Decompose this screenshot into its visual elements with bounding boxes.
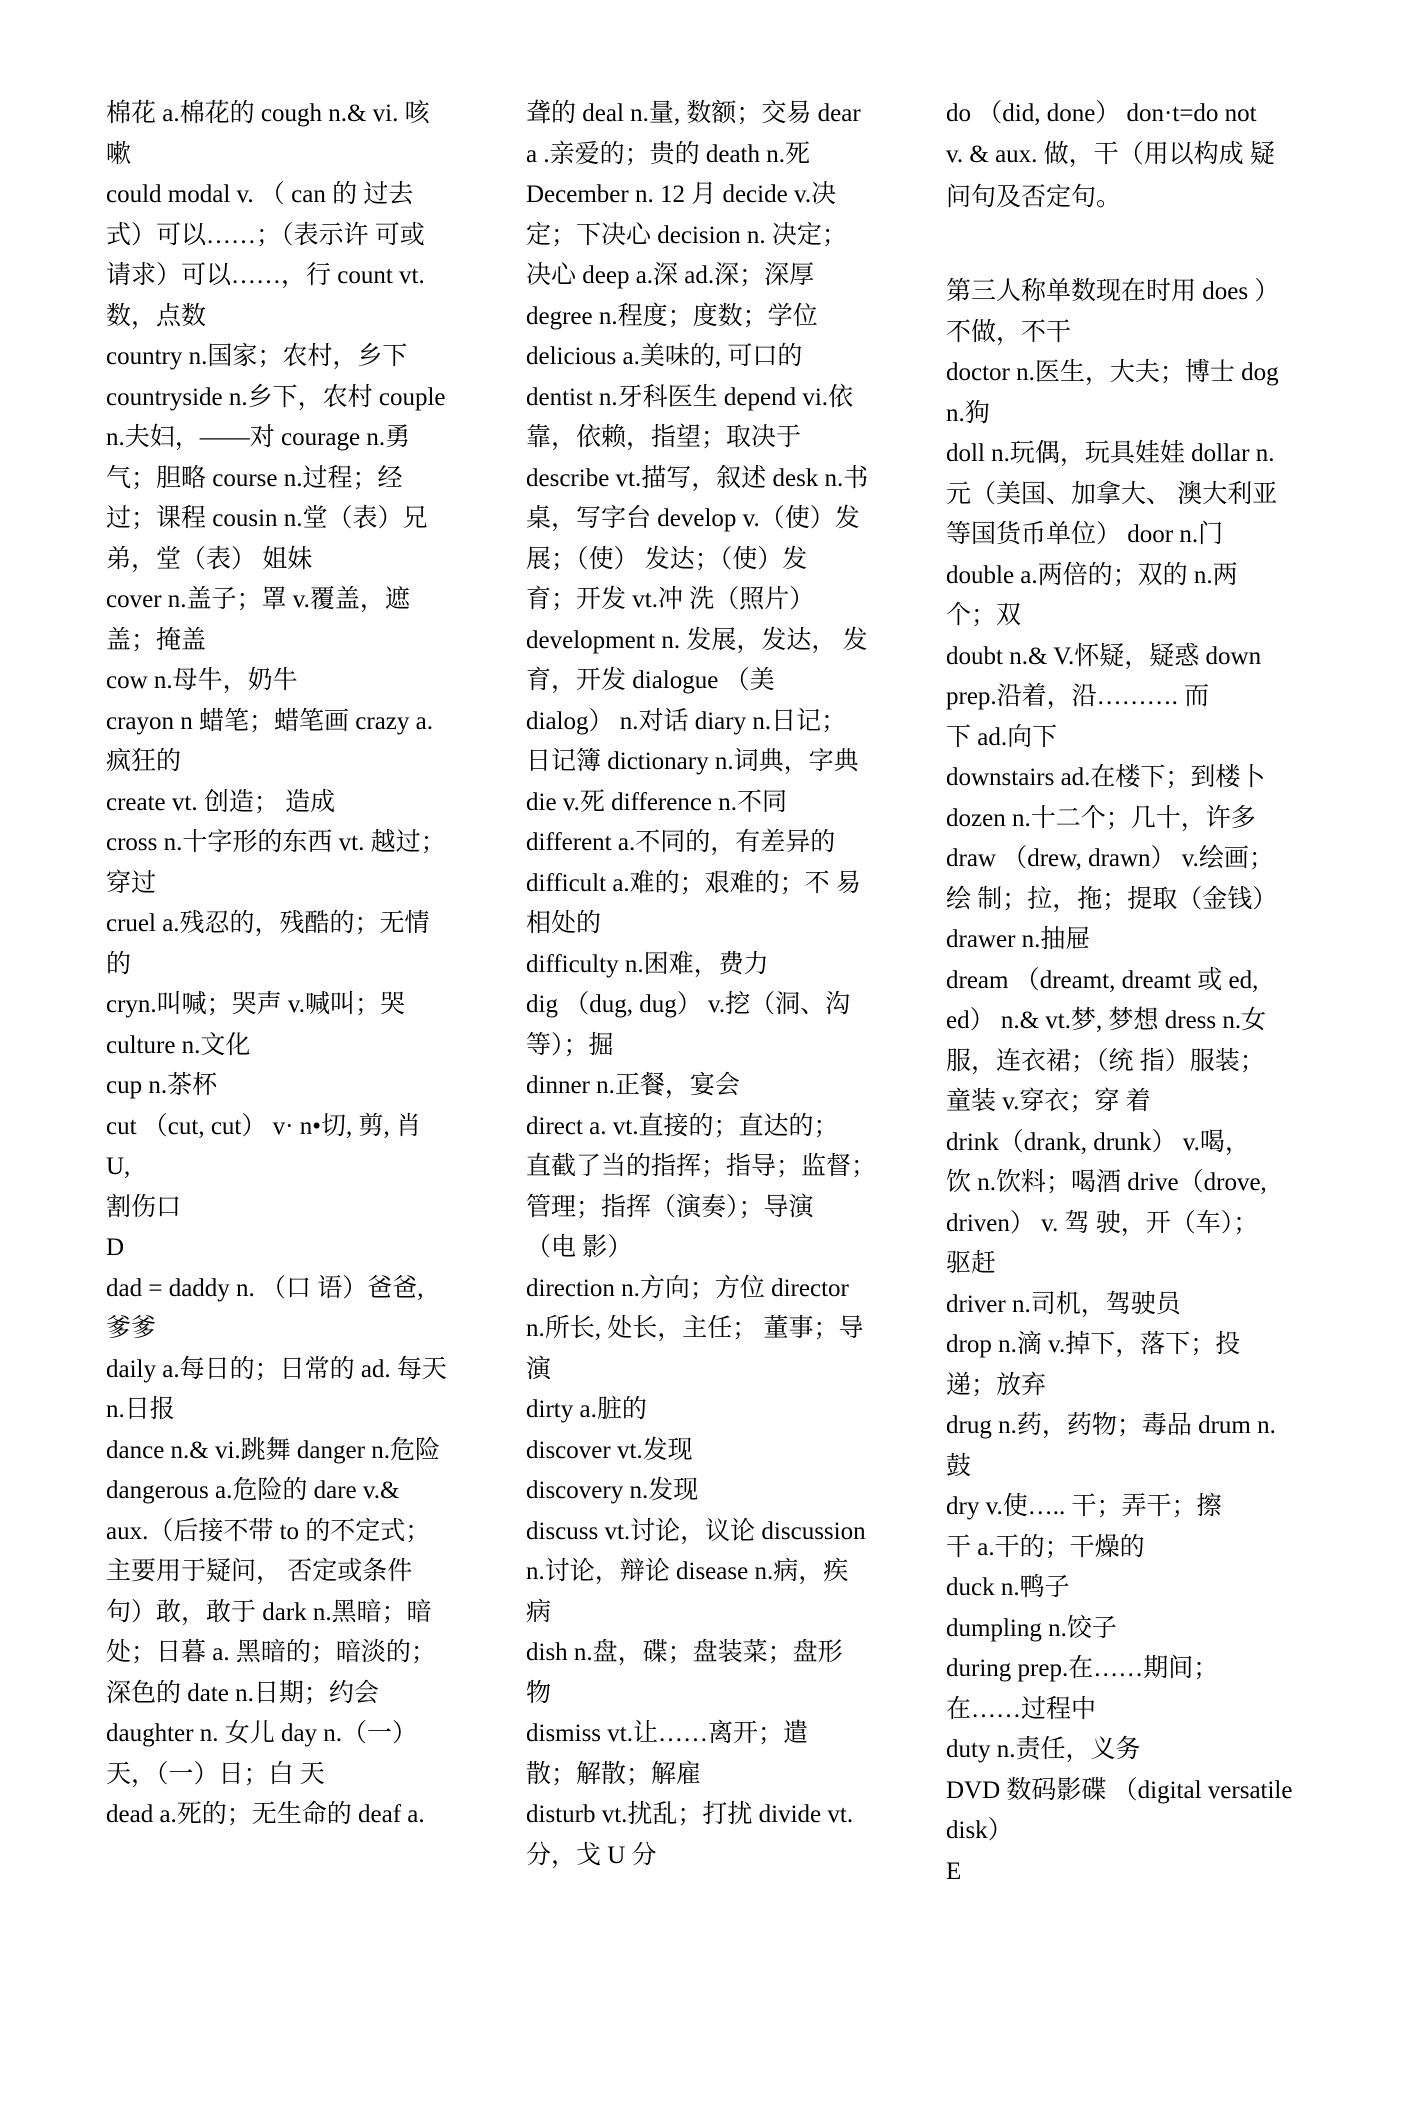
- text-line: cup n.茶杯: [106, 1072, 218, 1099]
- text-line: 主要用于疑问， 否定或条件: [106, 1558, 413, 1585]
- text-line: doll n.玩偶，玩具娃娃 dollar n.: [946, 440, 1275, 467]
- text-line: 靠，依赖，指望；取决于: [526, 424, 802, 451]
- text-line: 绘 制；拉，拖；提取（金钱）: [946, 885, 1278, 913]
- text-line: v. & aux. 做，干（用以构成 疑: [946, 140, 1275, 168]
- text-line: 育，开发 dialogue （美: [526, 667, 775, 694]
- text-line: crayon n 蜡笔；蜡笔画 crazy a.: [106, 707, 433, 735]
- text-line: delicious a.美味的, 可口的: [526, 343, 803, 370]
- text-line: drop n.滴 v.掉下，落下；投: [946, 1331, 1241, 1358]
- text-line: n.所长, 处长，主任； 董事；导: [526, 1315, 864, 1342]
- text-line: die v.死 difference n.不同: [526, 788, 788, 816]
- text-line: n.夫妇，——对 courage n.勇: [106, 424, 411, 451]
- text-line: 等国货币单位） door n.门: [946, 521, 1224, 548]
- text-line: dangerous a.危险的 dare v.&: [106, 1477, 400, 1504]
- text-line: dream （dreamt, dreamt 或 ed,: [946, 966, 1259, 994]
- text-line: dry v.使….. 干；弄干；擦: [946, 1493, 1222, 1520]
- text-line: ed） n.& vt.梦, 梦想 dress n.女: [946, 1007, 1267, 1034]
- text-line: （电 影）: [526, 1234, 633, 1261]
- text-line: 物: [526, 1679, 552, 1707]
- text-line: 演: [526, 1355, 552, 1383]
- text-line: daughter n. 女儿 day n.（一）: [106, 1720, 418, 1747]
- text-line: dumpling n.饺子: [946, 1614, 1117, 1642]
- text-line: 个；双: [946, 602, 1022, 629]
- text-line: dead a.死的；无生命的 deaf a.: [106, 1801, 425, 1828]
- text-line: degree n.程度；度数；学位: [526, 302, 818, 330]
- text-line: U,: [106, 1153, 131, 1180]
- text-line: culture n.文化: [106, 1031, 251, 1059]
- text-line: double a.两倍的；双的 n.两: [946, 561, 1238, 589]
- text-line: duck n.鸭子: [946, 1574, 1070, 1601]
- text-line: 等）；掘: [526, 1031, 614, 1059]
- blank-line: [946, 218, 1324, 272]
- text-line: draw （drew, drawn） v.绘画；: [946, 845, 1274, 872]
- text-line: 展；（使） 发达；（使）发: [526, 545, 808, 573]
- text-line: could modal v. （ can 的 过去: [106, 181, 414, 208]
- text-line: December n. 12 月 decide v.决: [526, 181, 837, 208]
- text-line: n.讨论，辩论 disease n.病，疾: [526, 1558, 849, 1585]
- column-right: [946, 94, 1324, 1892]
- text-line: 天，（一）日；白 天: [106, 1760, 325, 1788]
- text-line: 过；课程 cousin n.堂（表）兄: [106, 505, 428, 532]
- text-line: describe vt.描写，叙述 desk n.书: [526, 464, 869, 492]
- text-line: DVD 数码影碟 （digital versatile: [946, 1776, 1293, 1804]
- text-line: 在……过程中: [946, 1695, 1097, 1723]
- text-line: 直截了当的指挥；指导；监督；: [526, 1153, 877, 1180]
- text-line: different a.不同的，有差异的: [526, 829, 836, 856]
- section-letter-e: E: [946, 1857, 962, 1885]
- column-left: [106, 94, 486, 1836]
- text-line: cover n.盖子；罩 v.覆盖，遮: [106, 586, 410, 613]
- text-line: 割伤口: [106, 1193, 182, 1221]
- text-line: discovery n.发现: [526, 1477, 699, 1504]
- text-line: countryside n.乡下，农村 couple: [106, 383, 446, 411]
- text-line: 桌，写字台 develop v.（使）发: [526, 505, 860, 532]
- text-line: 疯狂的: [106, 748, 182, 775]
- text-line: dirty a.脏的: [526, 1396, 647, 1423]
- text-line: cut （cut, cut） v· n•切, 剪, 肖: [106, 1112, 421, 1140]
- text-line: downstairs ad.在楼下；到楼卜: [946, 764, 1266, 791]
- text-line: cross n.十字形的东西 vt. 越过；: [106, 829, 446, 856]
- text-line: 不做，不干: [946, 318, 1072, 346]
- text-line: dad = daddy n. （口 语）爸爸,: [106, 1274, 424, 1302]
- text-line: do （did, done） don·t=do not: [946, 100, 1257, 127]
- text-line: country n.国家；农村，乡下: [106, 343, 408, 370]
- text-line: 式）可以……；（表示许 可或: [106, 221, 425, 249]
- text-line: 盖；掩盖: [106, 626, 207, 654]
- text-line: 的: [106, 950, 132, 978]
- text-line: 服，连衣裙；（统 指）服装；: [946, 1047, 1265, 1075]
- text-line: 日记簿 dictionary n.词典，字典: [526, 748, 859, 775]
- text-line: drug n.药，药物；毒品 drum n.: [946, 1412, 1276, 1439]
- text-line: driver n.司机，驾驶员: [946, 1290, 1181, 1318]
- text-line: n.日报: [106, 1396, 175, 1423]
- text-line: 决心 deep a.深 ad.深；深厚: [526, 262, 815, 289]
- text-line: discuss vt.讨论，议论 discussion: [526, 1517, 866, 1545]
- text-line: dig （dug, dug） v.挖（洞、沟: [526, 991, 851, 1018]
- text-line: prep.沿着，沿………. 而: [946, 683, 1210, 710]
- text-line: direction n.方向；方位 director: [526, 1274, 849, 1302]
- text-line: 分，戈 U 分: [526, 1841, 657, 1869]
- text-line: driven） v. 驾 驶，开（车）；: [946, 1209, 1259, 1237]
- text-line: 干 a.干的；干燥的: [946, 1533, 1145, 1561]
- text-line: 下 ad.向下: [946, 723, 1058, 751]
- text-line: drink（drank, drunk） v.喝，: [946, 1128, 1250, 1156]
- text-line: 饮 n.饮料；喝酒 drive（drove,: [946, 1169, 1267, 1196]
- text-line: 元（美国、加拿大、 澳大利亚: [946, 480, 1278, 508]
- text-line: 散；解散；解雇: [526, 1760, 702, 1788]
- text-line: difficulty n.困难，费力: [526, 950, 769, 978]
- text-line: daily a.每日的；日常的 ad. 每天: [106, 1355, 447, 1383]
- text-line: 递；放弃: [946, 1371, 1047, 1399]
- text-line: cow n.母牛，奶牛: [106, 667, 298, 694]
- text-line: 第三人称单数现在时用 does ）: [946, 278, 1280, 305]
- text-line: 嗽: [106, 140, 132, 168]
- text-line: direct a. vt.直接的；直达的；: [526, 1112, 839, 1140]
- text-line: dismiss vt.让……离开；遣: [526, 1720, 808, 1747]
- text-line: 气；胆略 course n.过程；经: [106, 464, 403, 492]
- text-line: disturb vt.扰乱；打扰 divide vt.: [526, 1801, 854, 1828]
- text-line: 定；下决心 decision n. 决定；: [526, 221, 847, 249]
- text-line: 病: [526, 1598, 552, 1626]
- text-line: 育；开发 vt.冲 洗（照片）: [526, 586, 815, 613]
- text-line: 聋的 deal n.量, 数额；交易 dear: [526, 100, 861, 127]
- text-line: 驱赶: [946, 1250, 997, 1277]
- text-line: duty n.责任，义务: [946, 1736, 1141, 1763]
- text-line: doubt n.& V.怀疑，疑惑 down: [946, 642, 1262, 670]
- text-line: 句）敢，敢于 dark n.黑暗；暗: [106, 1598, 432, 1626]
- column-middle: [526, 94, 904, 1876]
- text-line: dialog） n.对话 diary n.日记；: [526, 707, 847, 735]
- text-line: 棉花 a.棉花的 cough n.& vi. 咳: [106, 100, 430, 127]
- text-line: 鼓: [946, 1452, 972, 1480]
- text-line: 相处的: [526, 910, 602, 937]
- text-line: doctor n.医生，大夫；博士 dog: [946, 359, 1279, 386]
- text-line: create vt. 创造； 造成: [106, 788, 336, 816]
- text-line: dance n.& vi.跳舞 danger n.危险: [106, 1436, 440, 1464]
- text-line: 处；日暮 a. 黑暗的；暗淡的；: [106, 1639, 436, 1666]
- text-line: during prep.在……期间；: [946, 1655, 1219, 1682]
- text-line: 深色的 date n.日期；约会: [106, 1679, 379, 1707]
- text-line: difficult a.难的；艰难的；不 易: [526, 869, 861, 897]
- text-line: 数，点数: [106, 302, 207, 330]
- text-line: 弟，堂（表） 姐妹: [106, 545, 313, 573]
- text-line: cruel a.残忍的，残酷的；无情: [106, 910, 430, 937]
- text-line: 请求）可以……，行 count vt.: [106, 262, 425, 289]
- text-line: disk）: [946, 1817, 1013, 1844]
- text-line: 穿过: [106, 869, 157, 897]
- text-line: dish n.盘，碟；盘装菜；盘形: [526, 1639, 843, 1666]
- text-line: a .亲爱的；贵的 death n.死: [526, 140, 810, 168]
- text-line: 爹爹: [106, 1315, 157, 1342]
- text-line: dinner n.正餐，宴会: [526, 1072, 740, 1099]
- text-line: cryn.叫喊；哭声 v.喊叫；哭: [106, 991, 406, 1018]
- text-line: dozen n.十二个；几十，许多: [946, 804, 1256, 832]
- text-line: 问句及否定句。: [946, 183, 1122, 211]
- text-line: aux.（后接不带 to 的不定式；: [106, 1517, 431, 1545]
- text-line: 管理；指挥（演奏）；导演: [526, 1193, 814, 1221]
- text-line: 童装 v.穿衣；穿 着: [946, 1088, 1151, 1115]
- text-line: dentist n.牙科医生 depend vi.依: [526, 383, 854, 411]
- text-line: development n. 发展，发达， 发: [526, 626, 868, 654]
- text-line: discover vt.发现: [526, 1436, 693, 1464]
- section-letter-d: D: [106, 1234, 125, 1261]
- text-line: drawer n.抽屉: [946, 926, 1091, 953]
- text-line: n.狗: [946, 399, 990, 427]
